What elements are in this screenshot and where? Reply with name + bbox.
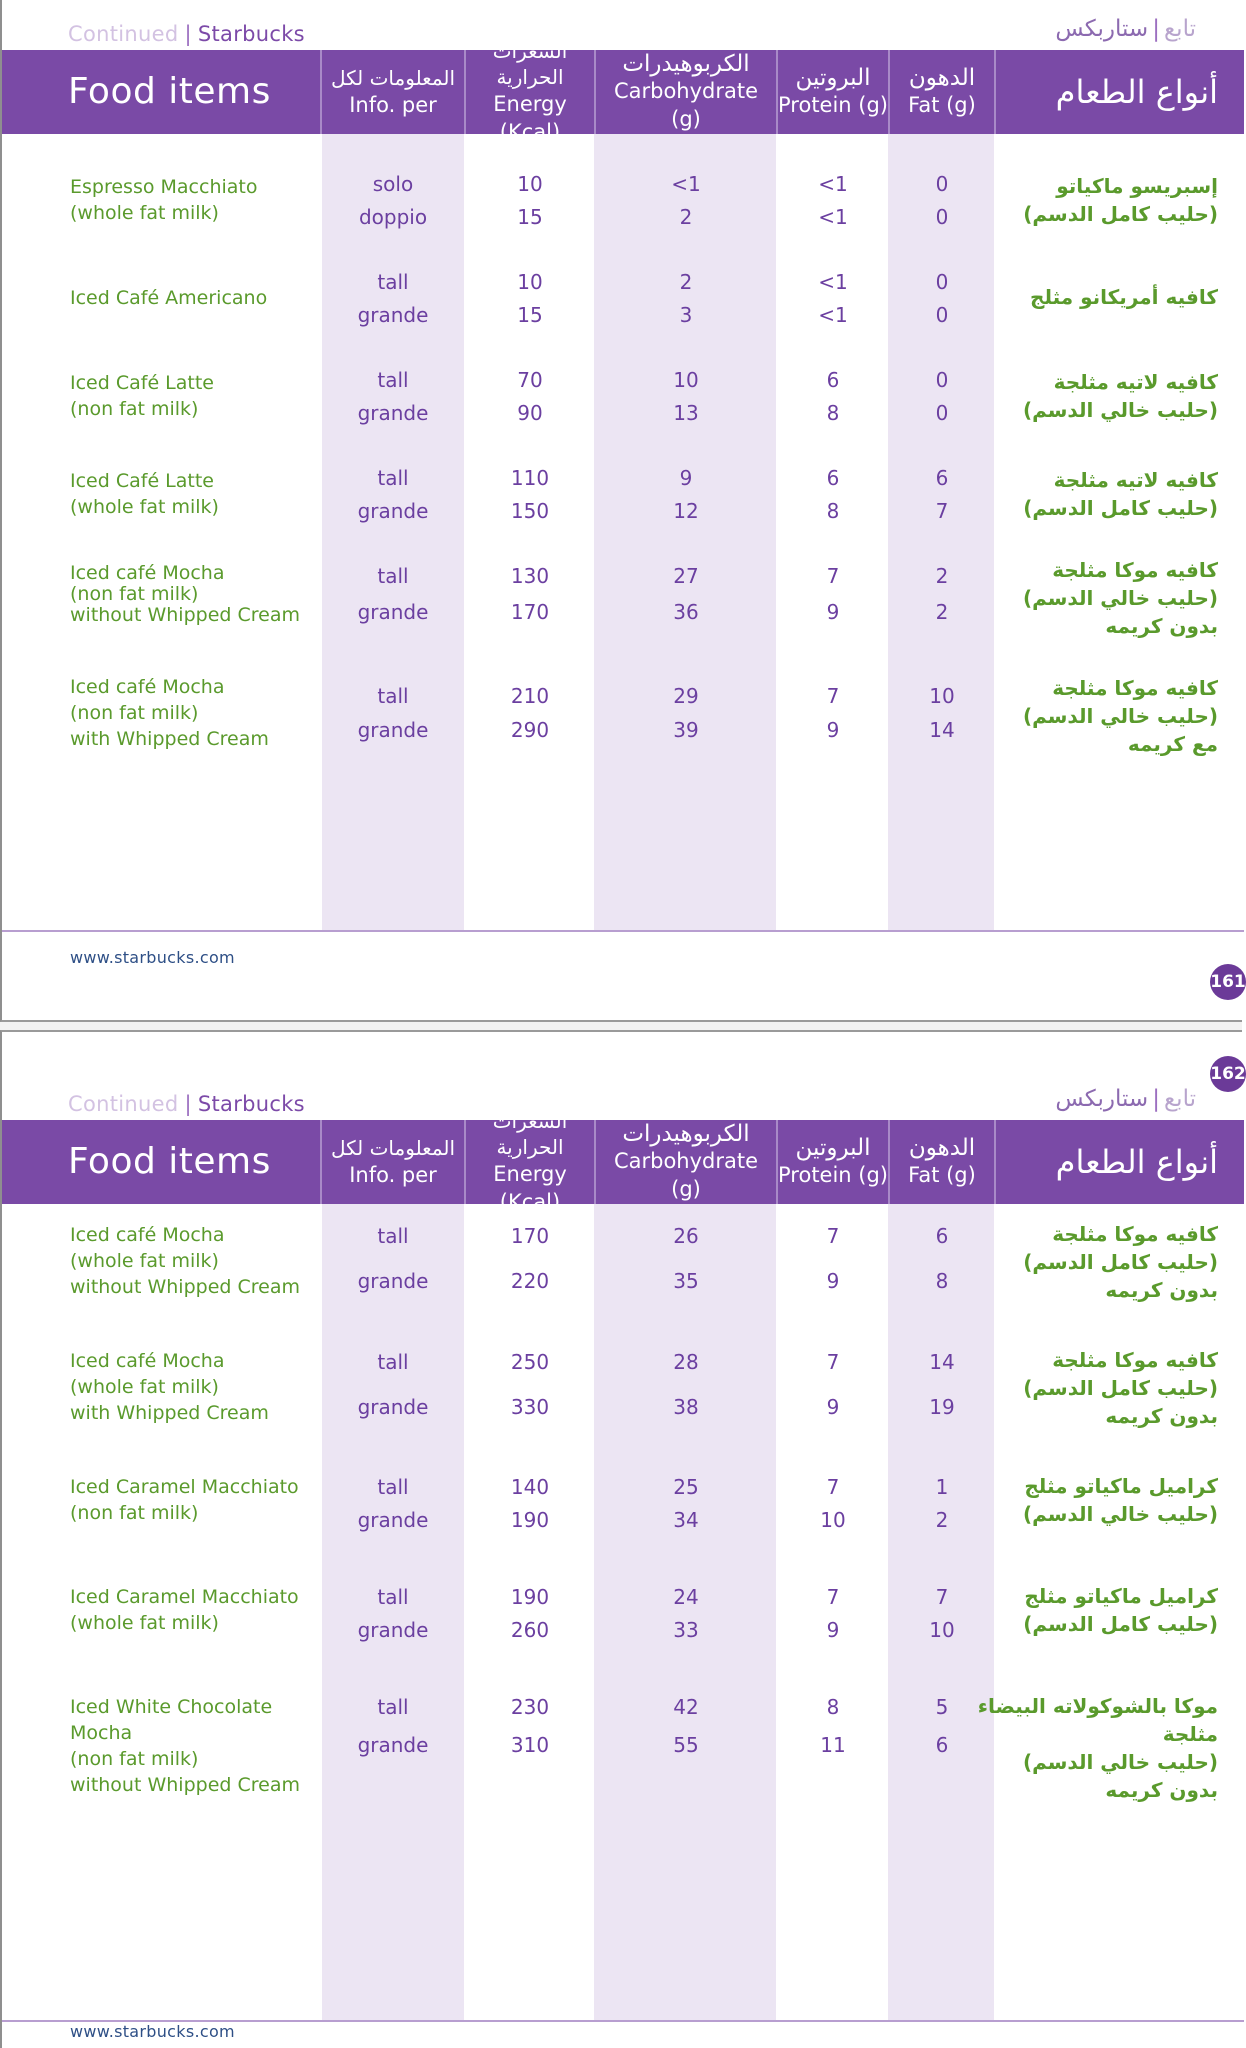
item-name: Iced Caramel Macchiato (non fat milk) — [70, 1476, 299, 1524]
carb-cell: 35 — [673, 1269, 699, 1293]
fat-cell: 2 — [935, 564, 949, 588]
item-name-ar: كافيه أمريكانو مثلج — [1030, 285, 1218, 309]
energy-cell: 15 — [517, 205, 543, 229]
fat-cell: 6 — [935, 466, 949, 490]
size-cell: grande — [357, 303, 429, 327]
energy-cell: 220 — [510, 1269, 550, 1293]
carb-cell: 3 — [679, 303, 693, 327]
fat-cell: 0 — [935, 172, 949, 196]
energy-cell: 130 — [510, 564, 550, 588]
carb-cell: 12 — [673, 499, 699, 523]
item-name: Iced café Mocha (whole fat milk) with Whipped Cream — [70, 1350, 269, 1424]
carb-cell: 25 — [673, 1475, 699, 1499]
protein-cell: 8 — [826, 1695, 840, 1719]
energy-cell: 170 — [510, 1224, 550, 1248]
size-cell: grande — [357, 401, 429, 425]
item-name-ar: إسبريسو ماكياتو (حليب كامل الدسم) — [1023, 174, 1218, 226]
column-carbohydrate: الكربوهيدرات Carbohydrate (g) — [613, 1121, 759, 1201]
size-cell: grande — [357, 600, 429, 624]
column-energy: السعرات الحرارية Energy (Kcal) — [492, 1109, 568, 1214]
fat-cell: 2 — [935, 1508, 949, 1532]
table-header — [2, 39, 1244, 144]
protein-cell: 9 — [826, 600, 840, 624]
protein-cell: 7 — [826, 1585, 840, 1609]
carb-cell: 34 — [673, 1508, 699, 1532]
size-cell: tall — [377, 1585, 409, 1609]
energy-cell: 260 — [510, 1618, 550, 1642]
protein-cell: 8 — [826, 499, 840, 523]
size-cell: grande — [357, 718, 429, 742]
energy-cell: 140 — [510, 1475, 550, 1499]
energy-cell: 15 — [517, 303, 543, 327]
item-name-ar: كافيه لاتيه مثلجة (حليب خالي الدسم) — [1022, 370, 1218, 422]
column-fat: الدهون Fat (g) — [908, 65, 976, 117]
item-name: Iced café Mocha (non fat milk) without Whipped Cream — [70, 562, 300, 626]
fat-cell: 0 — [935, 303, 949, 327]
fat-cell: 6 — [935, 1733, 949, 1757]
item-name-ar: كافيه موكا مثلجة (حليب خالي الدسم) بدون كريمه — [1022, 558, 1218, 638]
carb-cell: 39 — [673, 718, 699, 742]
fat-cell: 14 — [929, 1350, 955, 1374]
page-number: 162 — [1210, 1056, 1246, 1092]
carb-cell: 38 — [673, 1395, 699, 1419]
protein-cell: 9 — [826, 1395, 840, 1419]
size-cell: tall — [377, 270, 409, 294]
protein-cell: <1 — [818, 270, 848, 294]
size-cell: grande — [357, 1618, 429, 1642]
carb-cell: 13 — [673, 401, 699, 425]
size-cell: grande — [357, 1508, 429, 1532]
protein-cell: <1 — [818, 303, 848, 327]
energy-cell: 70 — [517, 368, 543, 392]
protein-cell: 7 — [826, 684, 840, 708]
column-info-per: المعلومات لكل Info. per — [330, 66, 456, 117]
size-cell: doppio — [358, 205, 428, 229]
energy-cell: 10 — [517, 172, 543, 196]
energy-cell: 250 — [510, 1350, 550, 1374]
size-cell: tall — [377, 684, 409, 708]
protein-cell: 11 — [820, 1733, 846, 1757]
fat-cell: 7 — [935, 499, 949, 523]
fat-cell: 5 — [935, 1695, 949, 1719]
item-name-ar: كافيه لاتيه مثلجة (حليب كامل الدسم) — [1023, 468, 1218, 520]
item-name: Iced Café Americano — [70, 287, 268, 309]
continued-label: Continued | Starbucks — [68, 1092, 305, 1116]
energy-cell: 330 — [510, 1395, 550, 1419]
fat-cell: 6 — [935, 1224, 949, 1248]
size-cell: tall — [377, 1224, 409, 1248]
item-name: Iced café Mocha (whole fat milk) without Whipped Cream — [70, 1224, 300, 1298]
carb-cell: 55 — [673, 1733, 699, 1757]
food-items-title-ar: أنواع الطعام — [1055, 1143, 1218, 1181]
protein-cell: 9 — [826, 1269, 840, 1293]
energy-cell: 190 — [510, 1508, 550, 1532]
fat-cell: 10 — [929, 684, 955, 708]
column-energy: السعرات الحرارية Energy (Kcal) — [492, 39, 568, 144]
item-name: Iced Caramel Macchiato (whole fat milk) — [70, 1586, 299, 1634]
protein-cell: <1 — [818, 172, 848, 196]
protein-cell: 7 — [826, 1350, 840, 1374]
protein-cell: 8 — [826, 401, 840, 425]
size-cell: tall — [377, 1475, 409, 1499]
item-name-ar: كافيه موكا مثلجة (حليب خالي الدسم) مع كريمه — [1022, 676, 1218, 756]
item-name: Espresso Macchiato (whole fat milk) — [70, 176, 258, 224]
energy-cell: 290 — [510, 718, 550, 742]
food-items-title-ar: أنواع الطعام — [1055, 73, 1218, 111]
protein-cell: 7 — [826, 1224, 840, 1248]
energy-cell: 110 — [510, 466, 550, 490]
item-name: Iced café Mocha (non fat milk) with Whipped Cream — [70, 676, 269, 750]
item-name-ar: كافيه موكا مثلجة (حليب كامل الدسم) بدون كريمه — [1023, 1348, 1218, 1428]
size-cell: tall — [377, 1350, 409, 1374]
item-name-ar: كافيه موكا مثلجة (حليب كامل الدسم) بدون كريمه — [1023, 1222, 1218, 1302]
column-protein: البروتين Protein (g) — [778, 65, 889, 117]
fat-cell: 19 — [929, 1395, 955, 1419]
size-cell: grande — [357, 1269, 429, 1293]
item-name: Iced White Chocolate Mocha (non fat milk) without Whipped Cream — [70, 1696, 300, 1796]
fat-cell: 1 — [935, 1475, 949, 1499]
protein-cell: 10 — [820, 1508, 846, 1532]
column-info-per: المعلومات لكل Info. per — [330, 1136, 456, 1187]
protein-cell: 7 — [826, 1475, 840, 1499]
carb-cell: 29 — [673, 684, 699, 708]
carb-cell: <1 — [671, 172, 701, 196]
size-cell: grande — [357, 1395, 429, 1419]
carb-cell: 33 — [673, 1618, 699, 1642]
size-cell: tall — [377, 564, 409, 588]
column-protein: البروتين Protein (g) — [778, 1135, 889, 1187]
continued-label-ar: تابع|ستاربكس — [1055, 16, 1196, 42]
carb-cell: 9 — [679, 466, 693, 490]
energy-cell: 230 — [510, 1695, 550, 1719]
carb-cell: 24 — [673, 1585, 699, 1609]
food-items-title: Food items — [68, 1141, 271, 1182]
carb-cell: 2 — [679, 270, 693, 294]
carb-cell: 28 — [673, 1350, 699, 1374]
size-cell: tall — [377, 466, 409, 490]
energy-cell: 210 — [510, 684, 550, 708]
footer-url[interactable]: www.starbucks.com — [70, 948, 235, 967]
energy-cell: 190 — [510, 1585, 550, 1609]
fat-cell: 7 — [935, 1585, 949, 1609]
fat-cell: 0 — [935, 270, 949, 294]
size-cell: tall — [377, 1695, 409, 1719]
fat-cell: 14 — [929, 718, 955, 742]
energy-cell: 310 — [510, 1733, 550, 1757]
item-name: Iced Café Latte (non fat milk) — [70, 372, 214, 420]
energy-cell: 170 — [510, 600, 550, 624]
item-name: Iced Café Latte (whole fat milk) — [70, 470, 219, 518]
protein-cell: 7 — [826, 564, 840, 588]
energy-cell: 10 — [517, 270, 543, 294]
column-carbohydrate: الكربوهيدرات Carbohydrate (g) — [613, 51, 759, 131]
fat-cell: 2 — [935, 600, 949, 624]
size-cell: solo — [372, 172, 414, 196]
fat-cell: 0 — [935, 401, 949, 425]
table-header — [2, 1109, 1244, 1214]
size-cell: grande — [357, 1733, 429, 1757]
energy-cell: 90 — [517, 401, 543, 425]
protein-cell: <1 — [818, 205, 848, 229]
carb-cell: 36 — [673, 600, 699, 624]
continued-label: Continued | Starbucks — [68, 22, 305, 46]
continued-label-ar: تابع|ستاربكس — [1055, 1086, 1196, 1112]
page-162 — [0, 1030, 1246, 2048]
carb-cell: 2 — [679, 205, 693, 229]
food-items-title: Food items — [68, 71, 271, 112]
fat-cell: 8 — [935, 1269, 949, 1293]
protein-cell: 6 — [826, 466, 840, 490]
size-cell: grande — [357, 499, 429, 523]
carb-cell: 26 — [673, 1224, 699, 1248]
fat-cell: 10 — [929, 1618, 955, 1642]
carb-cell: 27 — [673, 564, 699, 588]
energy-cell: 150 — [510, 499, 550, 523]
fat-cell: 0 — [935, 368, 949, 392]
fat-cell: 0 — [935, 205, 949, 229]
page-number: 161 — [1210, 964, 1246, 1000]
column-fat: الدهون Fat (g) — [908, 1135, 976, 1187]
size-cell: tall — [377, 368, 409, 392]
footer-url[interactable]: www.starbucks.com — [70, 2022, 235, 2041]
item-name-ar: كراميل ماكياتو مثلج (حليب خالي الدسم) — [1022, 1474, 1218, 1526]
carb-cell: 42 — [673, 1695, 699, 1719]
item-name-ar: موكا بالشوكولاته البيضاء مثلجة (حليب خالي الدسم) بدون كريمه — [977, 1694, 1218, 1802]
protein-cell: 9 — [826, 718, 840, 742]
carb-cell: 10 — [673, 368, 699, 392]
page-161 — [0, 0, 1246, 1022]
item-name-ar: كراميل ماكياتو مثلج (حليب كامل الدسم) — [1023, 1584, 1218, 1636]
protein-cell: 9 — [826, 1618, 840, 1642]
protein-cell: 6 — [826, 368, 840, 392]
